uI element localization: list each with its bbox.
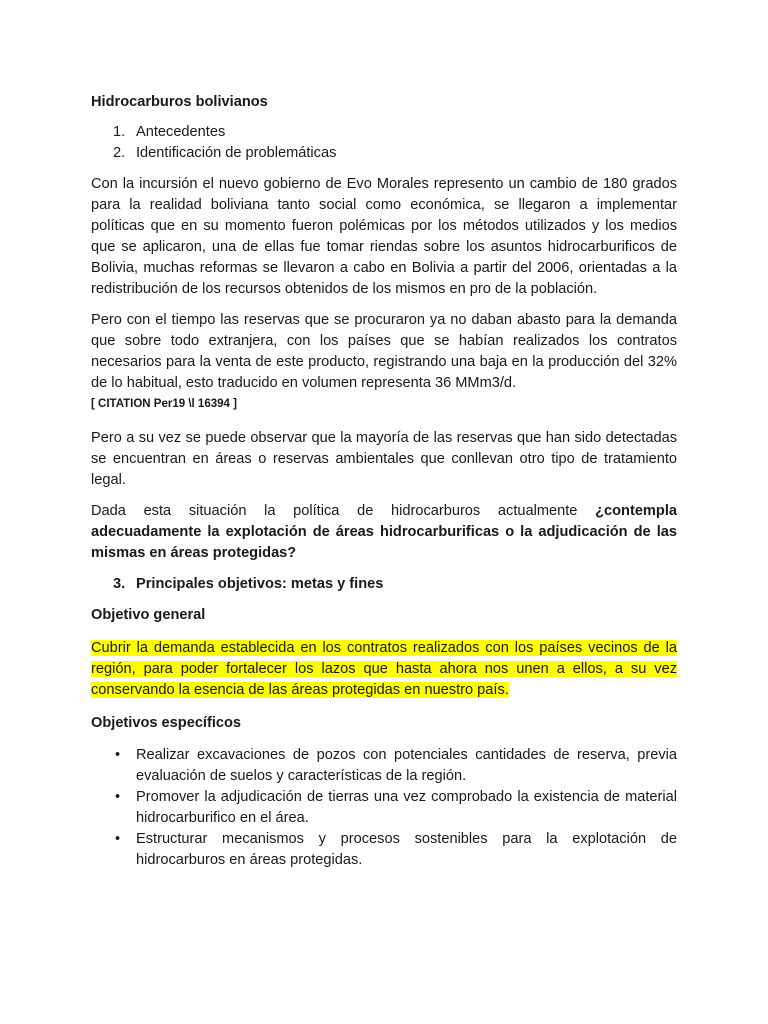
section-heading <box>91 574 677 595</box>
list-item-text: Estructurar mecanismos y procesos sostenibles para la explotación de hidrocarburos en áreas protegidas. <box>136 831 677 868</box>
specific-objectives-heading: Objetivos específicos <box>91 715 242 731</box>
general-objective-heading: Objetivo general <box>91 607 206 623</box>
list-item <box>91 787 677 829</box>
paragraph-question <box>91 501 677 564</box>
bullet-icon: • <box>115 789 121 805</box>
toc-item-number: 2. <box>113 145 126 161</box>
document-title: Hidrocarburos bolivianos <box>91 94 268 110</box>
general-objective-text <box>91 638 677 701</box>
toc-list <box>91 122 677 164</box>
toc-item-label: Antecedentes <box>136 124 226 140</box>
list-item <box>91 829 677 871</box>
bullet-icon: • <box>115 747 121 763</box>
bullet-icon: • <box>115 831 121 847</box>
citation-field: [ CITATION Per19 \l 16394 ] <box>91 398 237 410</box>
list-item-text: Realizar excavaciones de pozos con potenciales cantidades de reserva, previa evaluación de suelos y características de la región. <box>136 747 677 784</box>
paragraph-question-text: Dada esta situación la política de hidrocarburos actualmente <box>91 503 596 519</box>
section-number: 3. <box>113 576 126 592</box>
paragraph-reserves-text: Pero con el tiempo las reservas que se procuraron ya no daban abasto para la demanda que sobre todo extranjera, con los países que se habían realizados los contratos necesarios para la venta de este producto, registrando una baja en la producción del 32% de lo habitual, esto traducido en volumen representa 36 MMm3/d. <box>91 312 677 391</box>
highlighted-text: Cubrir la demanda establecida en los contratos realizados con los países vecinos de la región, para poder fortalecer los lazos que hasta ahora nos unen a ellos, a su vez conservando la esencia de las áreas protegidas en nuestro país. <box>91 640 677 698</box>
paragraph-intro: Con la incursión el nuevo gobierno de Evo Morales represento un cambio de 180 grados para la realidad boliviana tanto social como económica, se llegaron a implementar políticas que en su momento fueron polémicas por los métodos utilizados y los medios que se aplicaron, una de ellas fue tomar riendas sobre los asuntos hidrocarburificos de Bolivia, muchas reformas se llevaron a cabo en Bolivia a partir del 2006, orientadas a la redistribución de los recursos obtenidos de los mismos en pro de la población. <box>91 176 677 297</box>
list-item-text: Promover la adjudicación de tierras una vez comprobado la existencia de material hidrocarburifico en el área. <box>136 789 677 826</box>
toc-item-label: Identificación de problemáticas <box>136 145 337 161</box>
research-question: ¿contempla adecuadamente la explotación de áreas hidrocarburificas o la adjudicación de las mismas en áreas protegidas? <box>91 503 677 561</box>
specific-objectives-list <box>91 745 677 871</box>
toc-item <box>91 122 677 143</box>
document-body <box>91 92 677 871</box>
paragraph-protected-areas: Pero a su vez se puede observar que la mayoría de las reservas que han sido detectadas se encuentran en áreas o reservas ambientales que conllevan otro tipo de tratamiento legal. <box>91 430 677 488</box>
section-label: Principales objetivos: metas y fines <box>136 576 384 592</box>
list-item <box>91 745 677 787</box>
toc-item-number: 1. <box>113 124 126 140</box>
toc-item <box>91 143 677 164</box>
paragraph-reserves <box>91 310 677 414</box>
